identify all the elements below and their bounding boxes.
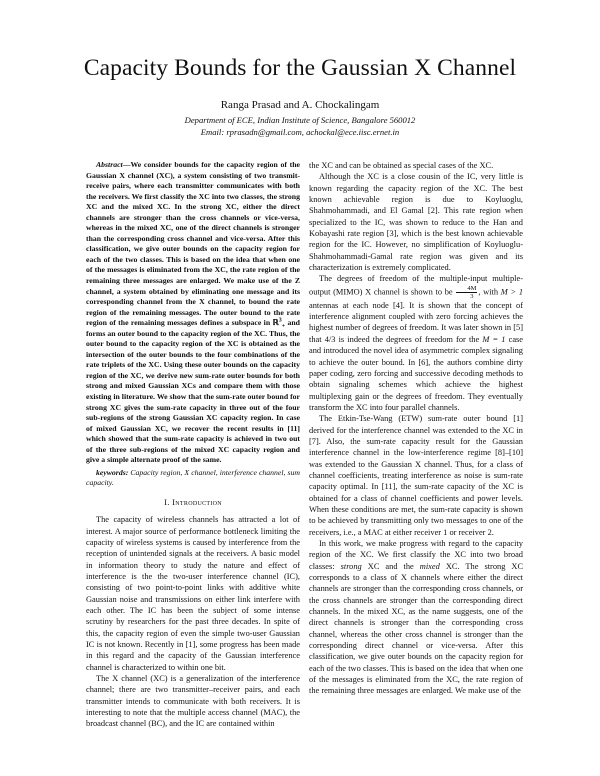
right-paragraph-2: The degrees of freedom of the multiple-input multiple-output (MIMO) X channel is shown to be $\frac{4M}{3}$ , with M > 1 antennas at each node [4]. It is shown that the concept of interference alignment coupled with zero forcing achieves the highest number of degrees of freedom. It was later shown in [5] that 4/3 is indeed the degrees of freedom for the M = 1 case and introduced the novel idea of asymmetric complex signaling to achieve the outer bound. In [6], the authors combine dirty paper coding, zero forcing and successive decoding methods to obtain signaling schemes which achieve the highest multiplexing gain or the degrees of freedom. They eventually transform the XC into four parallel channels.	[309, 274, 524, 412]
right-paragraph-3: The Etkin-Tse-Wang (ETW) sum-rate outer bound [1] derived for the interference channel was extended to the XC in [7]. Also, the sum-rate capacity result for the Gaussian interference channel in the low-interference regime [8]–[10] was extended to the Gaussian X channel. Thus, for a class of channel coefficients, treating interference as noise is sum-rate capacity optimal. In [11], the sum-rate capacity of the XC is obtained for a class of channel coefficients and power levels. When these conditions are met, the sum-rate capacity is shown to be achieved by transmitting only two messages to one of the receivers, i.e., a MAC at either receiver 1 or receiver 2.	[309, 414, 523, 537]
abstract-lead: Abstract	[96, 160, 123, 169]
abstract-text: We consider bounds for the capacity region of the Gaussian X channel (XC), a system consisting of two transmit-receive pairs, where each transmitter communicates with both the receivers. We first classify the XC into two classes, the strong XC and the mixed XC. In the strong XC, either the direct channels are stronger than the cross channels or vice-versa, whereas in the mixed XC, one of the direct channels is stronger than the corresponding cross channel and vice-versa. After this classification, we give outer bounds on the capacity region for each of the two classes. This is based on the idea that when one of the messages is eliminated from the XC, the rate region of the remaining three messages are enlarged. We make use of the Z channel, a system obtained by eliminating one message and its corresponding channel from the X channel, to bound the rate region of the remaining messages. The outer bound to the rate region of the remaining messages defines a subspace in	[86, 160, 300, 328]
right-paragraph-4: In this work, we make progress with regard to the capacity region of the XC. We first classify the XC into two broad classes: strong XC and the mixed XC. The strong XC corresponds to a class of X channels where either the direct channels are stronger than the corresponding cross channels, or the cross channels are stronger than the corresponding direct channels. In the mixed XC, as the name suggests, one of the direct channels is stronger than the corresponding cross channel, whereas the other cross channel is stronger than the corresponding direct channel or vice-versa. After this classification, we give outer bounds on the capacity region for each of the two classes. This is based on the idea that when one of the messages is eliminated from the XC, the rate region of the remaining three messages are enlarged. We make use of the	[309, 539, 524, 696]
fraction-4m-over-3: $\frac{4M}{3}$	[456, 285, 477, 300]
paper-title: Capacity Bounds for the Gaussian X Channel	[83, 55, 517, 81]
intro-paragraph-2: The X channel (XC) is a generalization of the interference channel; there are two transmitter–receiver pairs, and each transmitter intends to communicate with both receivers. It is interesting to note that the multiple access channel (MAC), the broadcast channel (BC), and the IC are contained within	[86, 674, 300, 729]
keywords-text: Capacity region, X channel, interference channel, sum capacity.	[86, 467, 300, 488]
left-column	[86, 160, 300, 730]
authors: Ranga Prasad and A. Chockalingam	[220, 99, 380, 111]
affiliation: Department of ECE, Indian Institute of Science, Bangalore 560012	[184, 115, 416, 125]
intro-paragraph-1: The capacity of wireless channels has attracted a lot of interest. A major source of performance bottleneck limiting the capacity of wireless systems is caused by interference from the reception of unintended signals at the receivers. A basic model in information theory to study the nature and effect of interference is the the two-user interference channel (IC), consisting of two point-to-point links with additive white Gaussian noise and transmissions on either link interfere with each other. The IC has been the subject of some intense scrutiny by researchers for the past three decades. In spite of this, the capacity region of even the simple two-user Gaussian IC is not known. Recently in [1], some progress has been made in this regard and the capacity of the Gaussian interference channel is characterized to within one bit.	[86, 515, 300, 672]
right-column	[309, 160, 523, 697]
email-line: Email: rprasadn@gmail.com, achockal@ece.iisc.ernet.in	[200, 127, 400, 137]
right-paragraph-1: Although the XC is a close cousin of the IC, very little is known regarding the capacity region of the XC. The best known achievable region is due to Koyluoglu, Shahmohammadi, and El Gamal [2]. This rate region when specialized to the IC, was shown to reduce to the Han and Kobayashi rate region [3], which is the best known achievable region for the IC. However, no simplification of Koyluoglu-Shahmohammadi-Gamal rate region was given and its characterization is extremely complicated.	[309, 172, 523, 273]
section-heading-introduction: I. Introduction	[164, 496, 222, 507]
keywords	[86, 468, 300, 489]
right-paragraph-0: the XC and can be obtained as special cases of the XC.	[309, 161, 494, 170]
keywords-lead: keywords:	[96, 467, 129, 477]
math-r3plus: ℝ$^3_+$	[272, 317, 286, 330]
abstract-text-2: and forms an outer bound to the capacity region of the XC. Thus, the outer bound to the capacity region of the XC is obtained as the intersection of the outer bounds to the four combinations of the rate triplets of the XC. Using these outer bounds on the capacity region of the XC, we derive new sum-rate outer bounds for both strong and mixed Gaussian XCs and compare them with those existing in literature. We show that the sum-rate outer bound for strong XC gives the sum-rate capacity in three out of the four sub-regions of the strong Gaussian XC capacity region. In case of mixed Gaussian XC, we recover the recent results in [11] which showed that the sum-rate capacity is achieved in two out of the three sub-regions of the mixed XC capacity region and give a simple alternate proof of the same.	[86, 318, 300, 465]
abstract: Abstract—We consider bounds for the capacity region of the Gaussian X channel (XC), a system consisting of two transmit-receive pairs, where each transmitter communicates with both the receivers. We first classify the XC into two classes, the strong XC and the mixed XC. In the strong XC, either the direct channels are stronger than the cross channels or vice-versa, whereas in the mixed XC, one of the direct channels is stronger than the corresponding cross channel and vice-versa. After this classification, we give outer bounds on the capacity region for each of the two classes. This is based on the idea that when one of the messages is eliminated from the XC, the rate region of the remaining three messages are enlarged. We make use of the Z channel, a system obtained by eliminating one message and its corresponding channel from the X channel, to bound the rate region of the remaining messages. The outer bound to the rate region of the remaining messages defines a subspace in ℝ$^3_+$ and forms an outer bound to the capacity region of the XC. Thus, the outer bound to the capacity region of the XC is obtained as the intersection of the outer bounds to the four combinations of the rate triplets of the XC. Using these outer bounds on the capacity region of the XC, we derive new sum-rate outer bounds for both strong and mixed Gaussian XCs and compare them with those existing in literature. We show that the sum-rate outer bound for strong XC gives the sum-rate capacity in three out of the four sub-regions of the strong Gaussian XC capacity region. In case of mixed Gaussian XC, we recover the recent results in [11] which showed that the sum-rate capacity is achieved in two out of the three sub-regions of the mixed XC capacity region and give a simple alternate proof of the same.	[86, 160, 300, 465]
